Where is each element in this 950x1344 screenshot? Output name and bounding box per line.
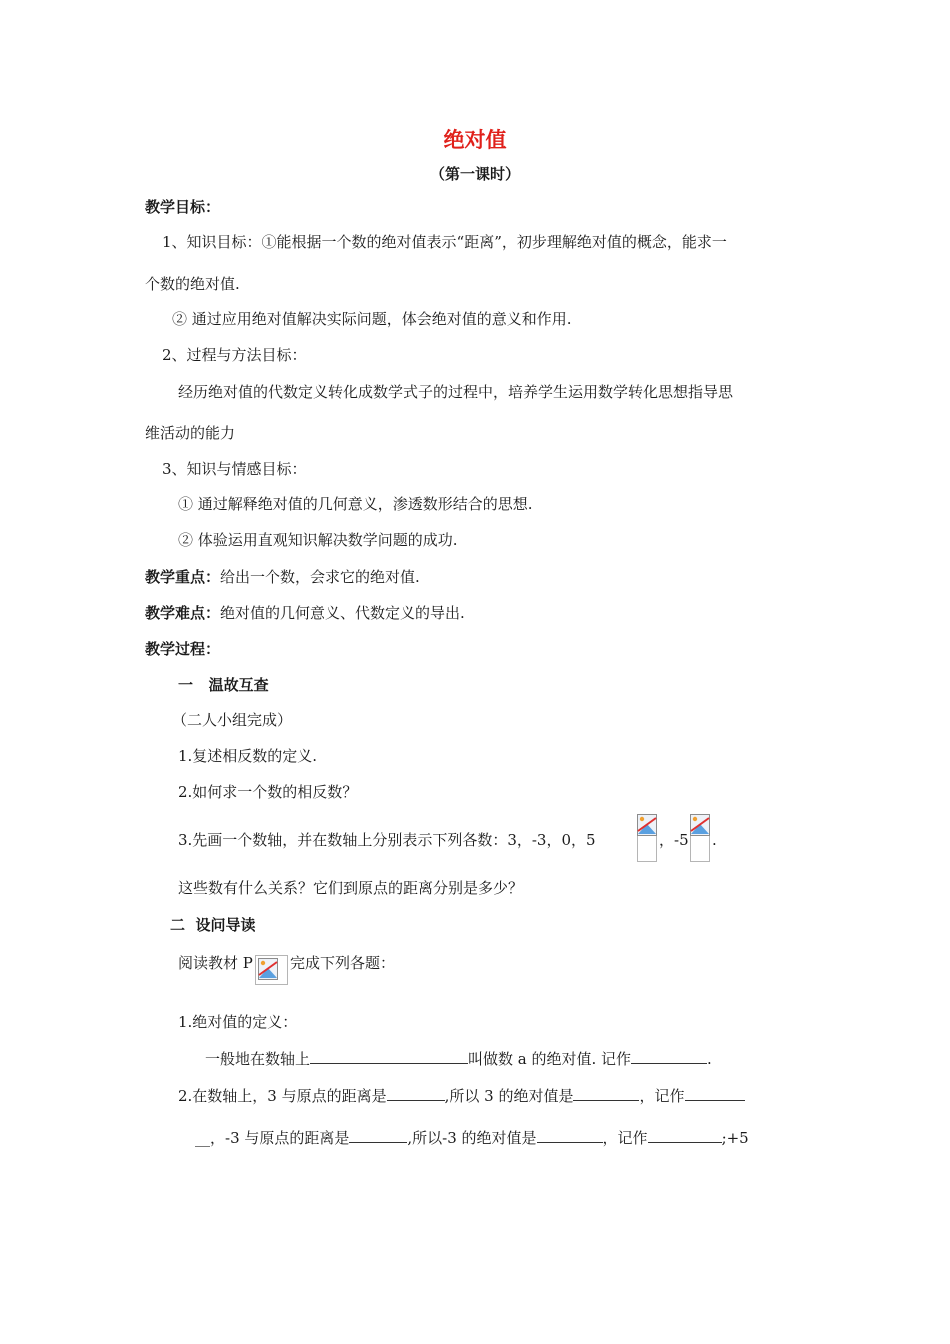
abs-3-blank[interactable] xyxy=(573,1084,639,1101)
section-2-read-prefix: 阅读教材 P xyxy=(178,954,253,972)
objective-3-line-b: ② 体验运用直观知识解决数学问题的成功. xyxy=(178,531,458,549)
image-placeholder-icon xyxy=(637,814,657,862)
question-3-prefix: 3.先画一个数轴，并在数轴上分别表示下列各数：3，-3，0，5 xyxy=(178,831,596,849)
difficulty-text: 绝对值的几何意义、代数定义的导出. xyxy=(220,604,465,622)
broken-image-icon xyxy=(690,814,710,836)
objective-1-line-c: ② 通过应用绝对值解决实际问题，体会绝对值的意义和作用. xyxy=(172,310,572,328)
objective-2-line-b: 维活动的能力 xyxy=(145,424,236,442)
question-2-text-a: 2.在数轴上，3 与原点的距离是 xyxy=(178,1087,387,1105)
notation-3-blank[interactable] xyxy=(685,1084,745,1101)
section-1-heading: 一 温故互查 xyxy=(178,676,269,694)
section-1-question-4: 这些数有什么关系？它们到原点的距离分别是多少？ xyxy=(178,879,524,897)
definition-text-b: 叫做数 a 的绝对值. 记作 xyxy=(468,1050,632,1068)
objective-3-heading: 3、知识与情感目标： xyxy=(162,460,307,478)
page-title: 绝对值 xyxy=(443,128,507,152)
question-2-cont-text-d: ;+5 xyxy=(721,1129,749,1147)
key-point xyxy=(145,567,420,587)
abs-neg3-blank[interactable] xyxy=(537,1126,603,1143)
image-placeholder-icon xyxy=(255,955,288,985)
broken-image-icon xyxy=(258,958,278,980)
objective-2-heading: 2、过程与方法目标： xyxy=(162,346,307,364)
section-2-question-2 xyxy=(178,1084,745,1106)
question-2-cont-text-a: __，-3 与原点的距离是 xyxy=(195,1129,350,1147)
section-1-question-1: 1.复述相反数的定义. xyxy=(178,747,318,765)
question-2-text-c: ，记作 xyxy=(639,1087,685,1105)
question-3-separator: ，-5 xyxy=(659,831,689,849)
objective-2-line-a: 经历绝对值的代数定义转化成数学式子的过程中，培养学生运用数学转化思想指导思 xyxy=(178,383,734,401)
definition-text-c: . xyxy=(707,1050,712,1068)
notation-neg3-blank[interactable] xyxy=(648,1126,722,1143)
key-point-text: 给出一个数，会求它的绝对值. xyxy=(220,568,420,586)
definition-blank[interactable] xyxy=(310,1047,468,1064)
question-2-cont-text-b: ,所以-3 的绝对值是 xyxy=(407,1129,537,1147)
section-1-question-2: 2.如何求一个数的相反数？ xyxy=(178,783,358,801)
definition-text-a: 一般地在数轴上 xyxy=(205,1050,311,1068)
definition-notation-blank[interactable] xyxy=(631,1047,707,1064)
broken-image-icon xyxy=(637,814,657,836)
image-placeholder-icon xyxy=(690,814,710,862)
question-2-text-b: ,所以 3 的绝对值是 xyxy=(444,1087,574,1105)
difficulty-label: 教学难点： xyxy=(145,604,221,622)
definition-line xyxy=(205,1047,712,1069)
section-2-heading: 二 设问导读 xyxy=(170,916,256,934)
difficulty xyxy=(145,603,465,623)
section-2-question-2-cont xyxy=(195,1126,749,1148)
question-2-cont-text-c: ，记作 xyxy=(602,1129,648,1147)
section-2-question-1: 1.绝对值的定义： xyxy=(178,1013,298,1031)
process-heading: 教学过程： xyxy=(145,640,221,658)
section-1-note: （二人小组完成） xyxy=(172,711,293,729)
section-2-read-suffix: 完成下列各题： xyxy=(290,954,396,972)
objectives-heading: 教学目标： xyxy=(145,198,221,216)
key-point-label: 教学重点： xyxy=(145,568,221,586)
distance-neg3-blank[interactable] xyxy=(349,1126,407,1143)
section-1-question-3 xyxy=(178,830,596,850)
objective-1-line-a: 1、知识目标：①能根据一个数的绝对值表示“距离”，初步理解绝对值的概念，能求一 xyxy=(162,233,727,251)
question-3-end: . xyxy=(712,831,717,849)
distance-3-blank[interactable] xyxy=(387,1084,445,1101)
page-subtitle: （第一课时） xyxy=(429,165,520,183)
objective-3-line-a: ① 通过解释绝对值的几何意义，渗透数形结合的思想. xyxy=(178,495,533,513)
objective-1-line-b: 个数的绝对值. xyxy=(145,275,240,293)
